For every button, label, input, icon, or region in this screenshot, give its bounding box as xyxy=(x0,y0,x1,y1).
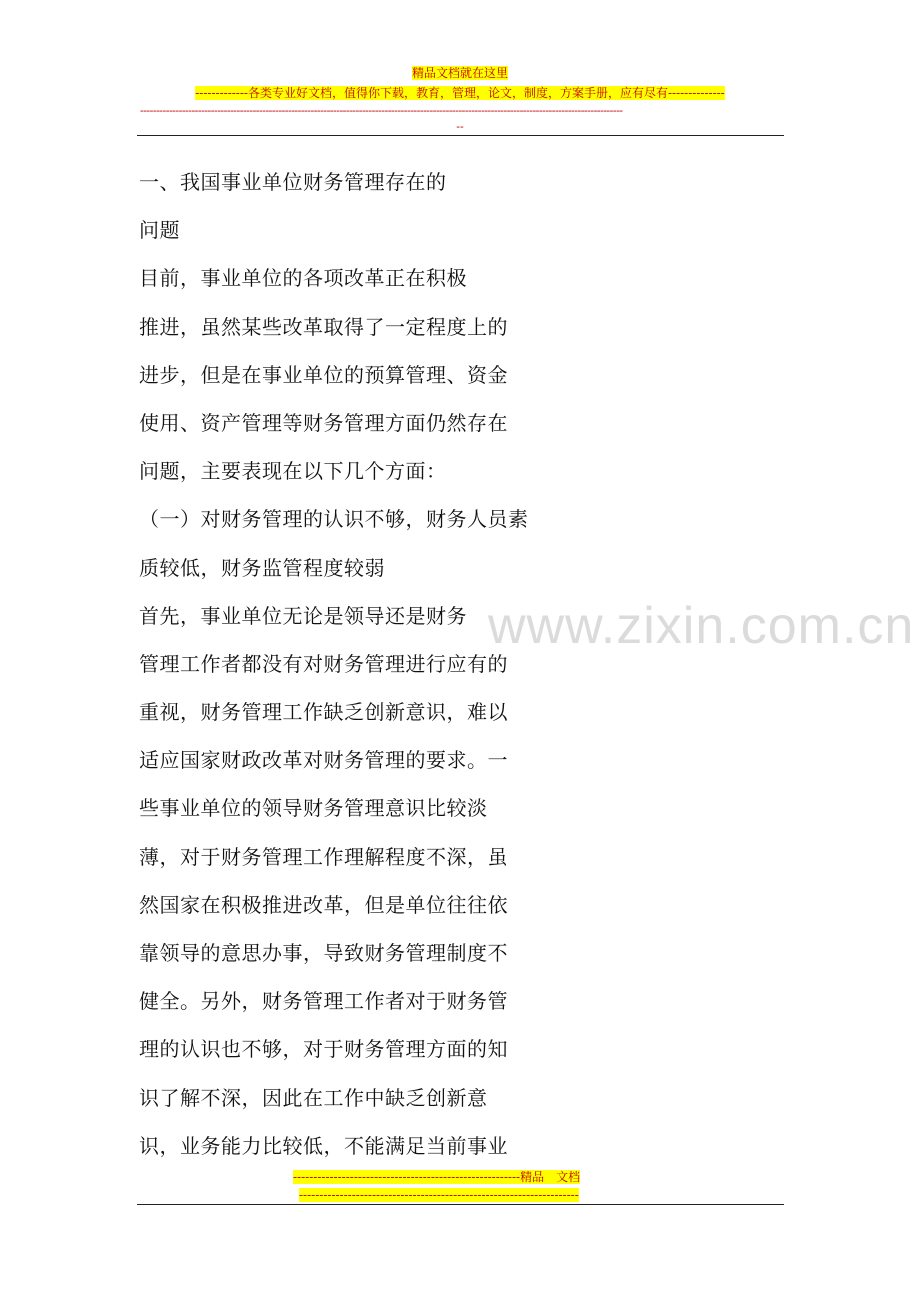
header-title-row xyxy=(0,66,920,81)
body-line: 些事业单位的领导财务管理意识比较淡 xyxy=(139,796,488,821)
footer-dash-row xyxy=(299,1189,579,1201)
header-tagline: -------------各类专业好文档，值得你下载，教育，管理，论文，制度，方案手册，应有尽有-------------- xyxy=(195,86,725,100)
footer-label: --------------------------------------------------------精品 文档 xyxy=(293,1170,581,1184)
body-line: 一、我国事业单位财务管理存在的 xyxy=(139,170,447,194)
body-line: 薄，对于财务管理工作理解程度不深，虽 xyxy=(139,844,508,869)
header-tagline-row xyxy=(0,86,920,101)
header-dash-line: ------------------------------------------------------------------------------------------------------------------------------------------------------ xyxy=(140,104,623,117)
body-line: 然国家在积极推进改革，但是单位往往依 xyxy=(139,892,508,917)
body-line: 首先，事业单位无论是领导还是财务 xyxy=(139,603,467,628)
header-title: 精品文档就在这里 xyxy=(411,66,508,80)
body-line: 适应国家财政改革对财务管理的要求。一 xyxy=(139,748,508,773)
body-line: 进步，但是在事业单位的预算管理、资金 xyxy=(139,362,508,387)
body-line: 目前，事业单位的各项改革正在积极 xyxy=(139,266,467,291)
body-line: 识了解不深，因此在工作中缺乏创新意 xyxy=(139,1085,488,1110)
watermark: www.zixin.com.cn xyxy=(488,597,915,655)
footer-label-row xyxy=(293,1170,580,1185)
header-dash-line-wrap: -- xyxy=(456,120,464,133)
body-line: 问题 xyxy=(139,218,180,243)
body-line: 管理工作者都没有对财务管理进行应有的 xyxy=(139,651,508,676)
body-line: 推进，虽然某些改革取得了一定程度上的 xyxy=(139,314,508,339)
body-line: 健全。另外，财务管理工作者对于财务管 xyxy=(139,989,508,1014)
body-line: 重视，财务管理工作缺乏创新意识，难以 xyxy=(139,700,508,725)
document-body xyxy=(139,160,699,1172)
footer-rule xyxy=(137,1204,784,1205)
body-line: 理的认识也不够，对于财务管理方面的知 xyxy=(139,1037,508,1062)
body-line: 使用、资产管理等财务管理方面仍然存在 xyxy=(139,410,508,435)
body-line: （一）对财务管理的认识不够，财务人员素 xyxy=(139,507,529,532)
body-line: 靠领导的意思办事，导致财务管理制度不 xyxy=(139,941,508,965)
body-line: 问题，主要表现在以下几个方面： xyxy=(139,459,447,484)
footer-dash-line: --------------------------------------------------------------------- xyxy=(299,1188,579,1202)
body-line: 质较低，财务监管程度较弱 xyxy=(139,555,385,580)
header-rule xyxy=(137,135,784,136)
body-line: 识，业务能力比较低，不能满足当前事业 xyxy=(139,1133,508,1158)
